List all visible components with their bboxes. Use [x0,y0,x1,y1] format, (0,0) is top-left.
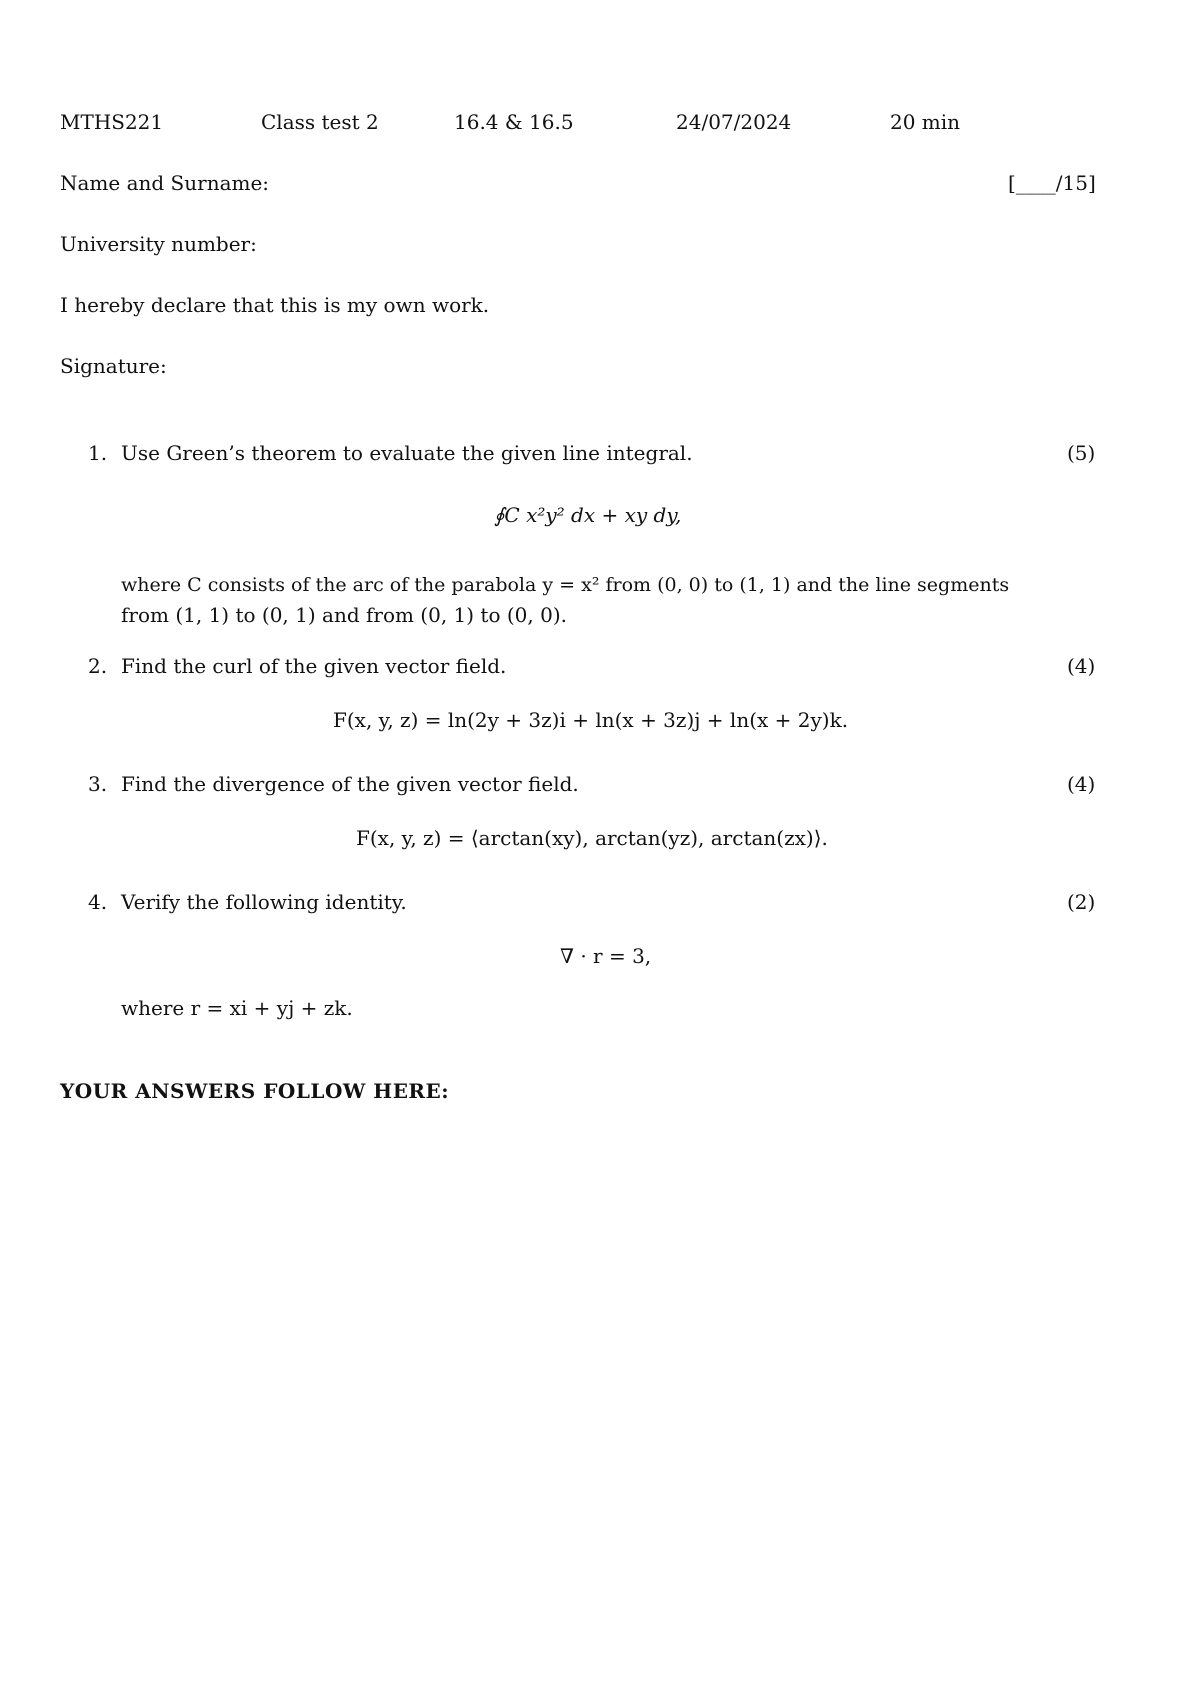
score-box: [____/15] [1008,171,1096,195]
question-1-note-line-2: from (1, 1) to (0, 1) and from (0, 1) to (0, 0). [121,603,567,627]
question-4-formula: ∇ · r = 3, [560,944,652,968]
name-label: Name and Surname: [60,171,270,195]
answers-heading: YOUR ANSWERS FOLLOW HERE: [60,1079,450,1103]
question-4-marks: (2) [1067,890,1096,914]
question-1-number: 1. [88,441,108,465]
test-name: Class test 2 [261,110,379,134]
question-4-prompt: Verify the following identity. [121,890,407,914]
signature-label: Signature: [60,354,167,378]
university-number-label: University number: [60,232,257,256]
test-sections: 16.4 & 16.5 [454,110,574,134]
question-2-formula: F(x, y, z) = ln(2y + 3z)i + ln(x + 3z)j + ln(x + 2y)k. [333,708,849,732]
question-1-marks: (5) [1067,441,1096,465]
question-2-marks: (4) [1067,654,1096,678]
question-3-formula: F(x, y, z) = ⟨arctan(xy), arctan(yz), arctan(zx)⟩. [356,826,828,850]
question-3-prompt: Find the divergence of the given vector field. [121,772,579,796]
test-duration: 20 min [890,110,961,134]
question-2-number: 2. [88,654,108,678]
declaration-text: I hereby declare that this is my own work. [60,293,490,317]
question-1-formula: ∮C x²y² dx + xy dy, [494,503,682,527]
question-1-note-line-1: where C consists of the arc of the parabola y = x² from (0, 0) to (1, 1) and the line segments [121,574,1010,596]
question-4-note: where r = xi + yj + zk. [121,996,353,1020]
question-3-number: 3. [88,772,108,796]
question-3-marks: (4) [1067,772,1096,796]
course-code: MTHS221 [60,110,164,134]
question-2-prompt: Find the curl of the given vector field. [121,654,507,678]
test-date: 24/07/2024 [676,110,792,134]
question-1-prompt: Use Green’s theorem to evaluate the given line integral. [121,441,693,465]
question-4-number: 4. [88,890,108,914]
